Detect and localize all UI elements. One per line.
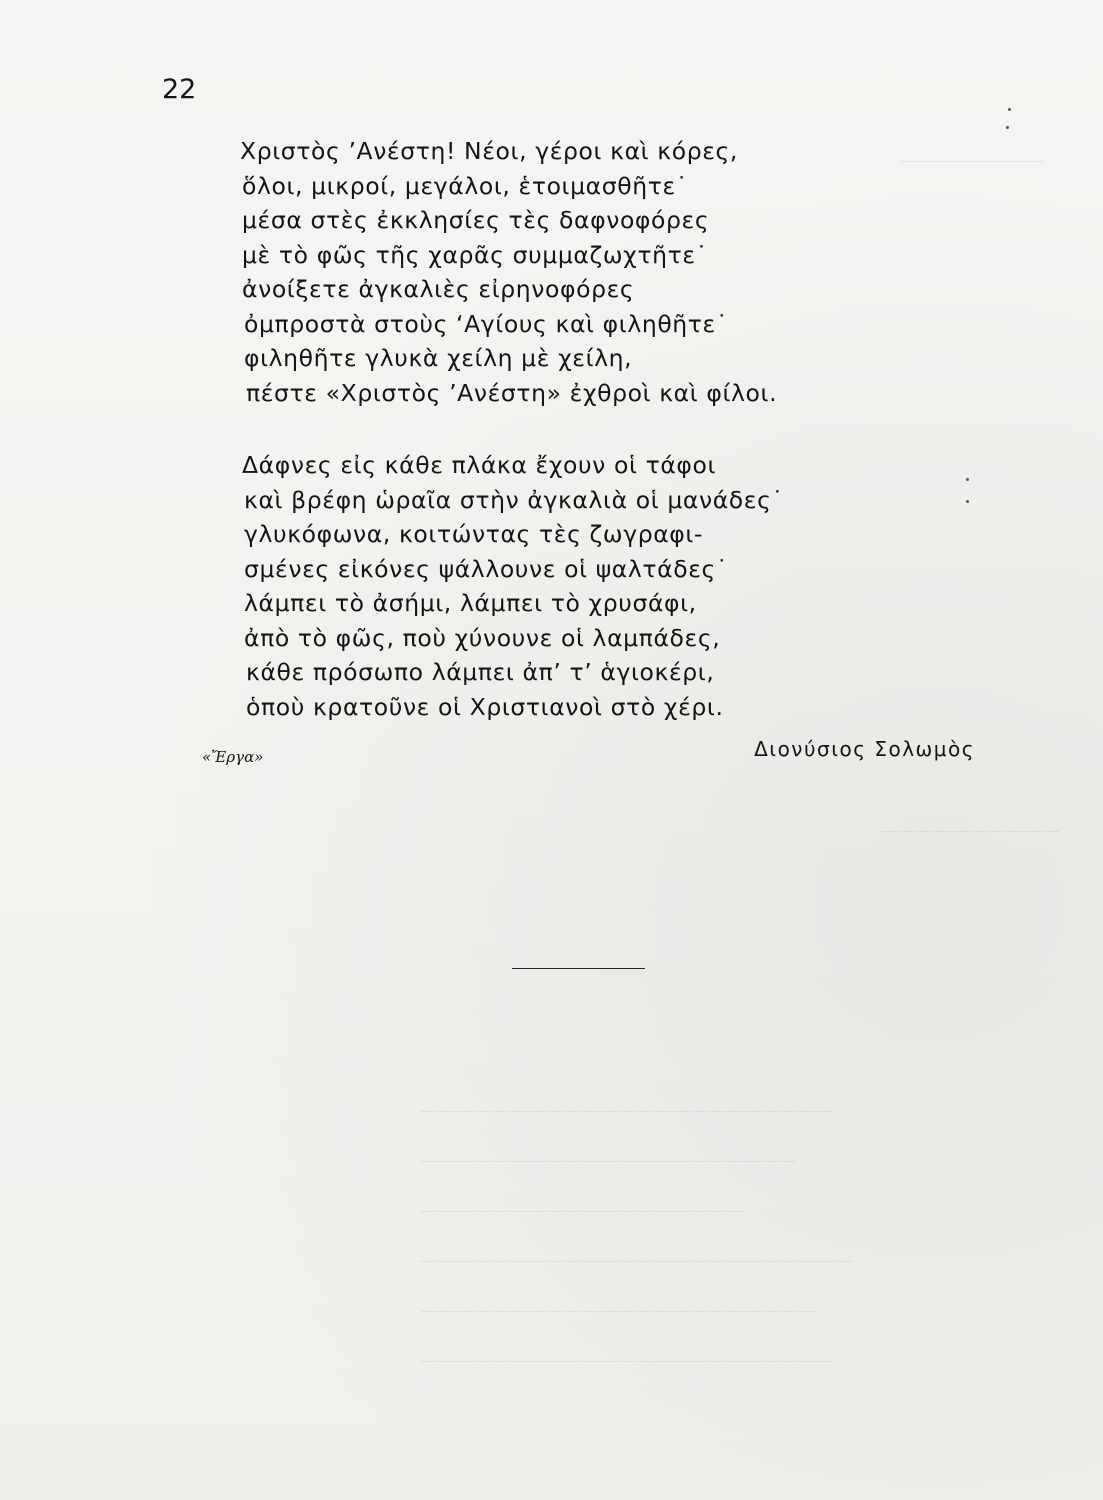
source-note: «Ἔργα» (202, 748, 264, 766)
author-signature: Διονύσιος Σολωμὸς (754, 737, 975, 761)
verse-line: μέσα στὲς ἐκκλησίες τὲς δαφνοφόρες (242, 206, 710, 234)
verse-line: γλυκόφωνα, κοιτώντας τὲς ζωγραφι- (244, 520, 704, 548)
show-through-text: ——————————————————————— (420, 1100, 834, 1121)
verse-line: Δάφνες εἰς κάθε πλάκα ἔχουν οἱ τάφοι (242, 451, 717, 479)
verse-line: Χριστὸς ’Ανέστη! Νέοι, γέροι καὶ κόρες, (240, 137, 739, 165)
page-number: 22 (162, 74, 197, 105)
verse-line: λάμπει τὸ ἀσήμι, λάμπει τὸ χρυσάφι, (244, 589, 697, 617)
show-through-text: —————————————————— (420, 1200, 744, 1221)
speck-mark (1006, 126, 1009, 129)
show-through-text: ——————————————————————— (420, 1350, 834, 1371)
verse-line: σμένες εἰκόνες ψάλλουνε οἱ ψαλτάδες˙ (244, 554, 729, 583)
verse-line: ἀνοίξετε ἀγκαλιὲς εἰρηνοφόρες (242, 275, 635, 303)
verse-line: ὀμπροστὰ στοὺς ‘Αγίους καὶ φιληθῆτε˙ (244, 309, 729, 338)
show-through-text: —————————————————————— (420, 1300, 816, 1321)
show-through-text: ————————————————————— (420, 1150, 798, 1171)
speck-mark (966, 478, 969, 481)
verse-line: πέστε «Χριστὸς ’Ανέστη» ἐχθροὶ καὶ φίλοι. (246, 378, 778, 407)
verse-line: ὅλοι, μικροί, μεγάλοι, ἑτοιμασθῆτε˙ (242, 171, 689, 200)
show-through-text: ———————— (900, 150, 1044, 171)
verse-line: ἀπὸ τὸ φῶς, ποὺ χύνουνε οἱ λαμπάδες, (244, 623, 721, 652)
verse-line: μὲ τὸ φῶς τῆς χαρᾶς συμμαζωχτῆτε˙ (242, 240, 708, 269)
speck-mark (1008, 108, 1011, 111)
separator-rule (512, 968, 645, 969)
poem-stanza-2 (240, 448, 880, 724)
verse-line: καὶ βρέφη ὡραῖα στὴν ἀγκαλιὰ οἱ μανάδες˙ (244, 485, 784, 514)
show-through-text: ———————————————————————— (420, 1250, 852, 1271)
verse-line: ὁποὺ κρατοῦνε οἱ Χριστιανοὶ στὸ χέρι. (246, 692, 724, 721)
verse-line: κάθε πρόσωπο λάμπει ἀπ’ τ’ ἁγιοκέρι, (246, 658, 715, 686)
speck-mark (966, 500, 969, 503)
show-through-text: —————————— (880, 820, 1060, 841)
verse-line: φιληθῆτε γλυκὰ χείλη μὲ χείλη, (244, 344, 633, 372)
poem-stanza-1 (240, 134, 880, 410)
